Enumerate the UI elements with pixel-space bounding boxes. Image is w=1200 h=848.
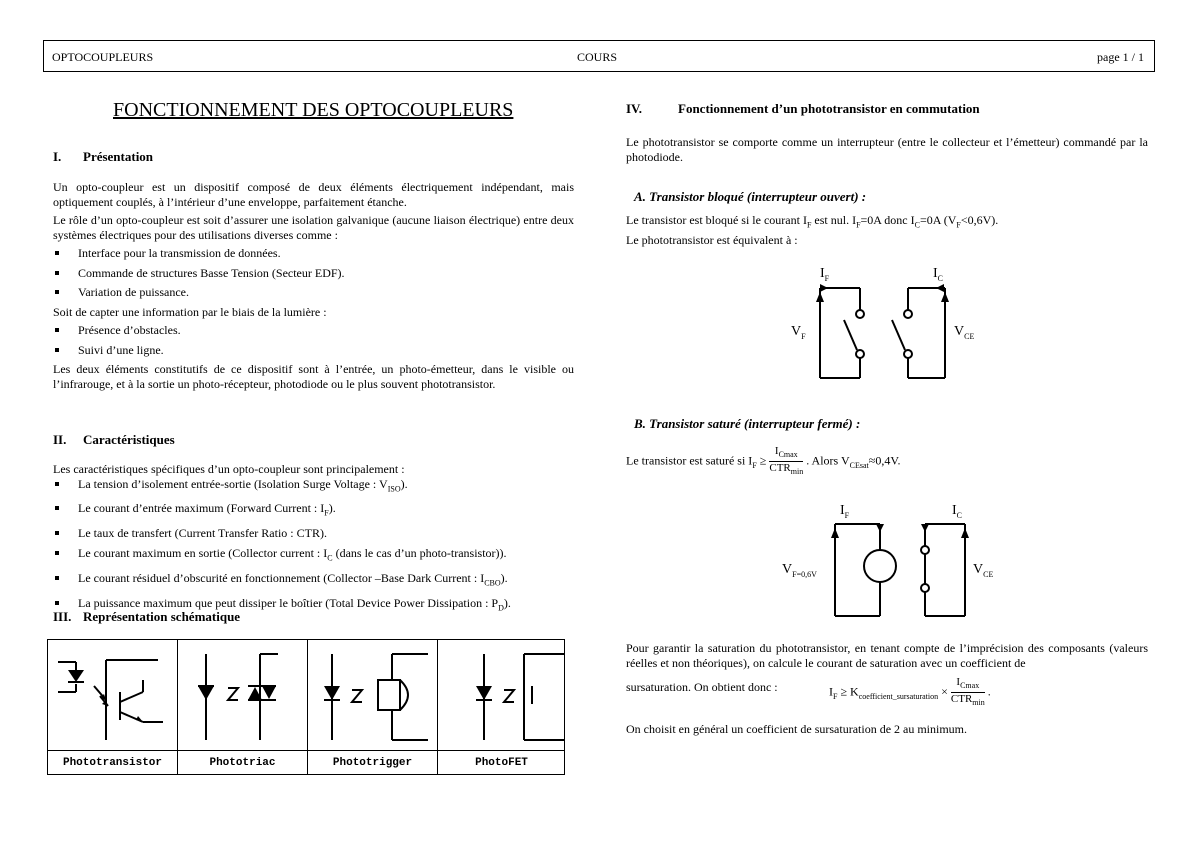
saturation-formula: $I_F \ge K_{coefficient\_sursaturation}$ × $\frac{I_{Cmax}}{CTR_{min}}$ . xyxy=(829,676,991,708)
bullet-list xyxy=(53,323,574,357)
label-vf-06: $V_{F=0,6V}$ xyxy=(782,562,817,579)
schematic-photofet xyxy=(438,640,565,775)
paragraph: Le phototransistor se comporte comme un interrupteur (entre le collecteur et l’émetteur) commandé par la photodiode. xyxy=(626,135,1148,164)
list-item: Le courant résiduel d’obscurité en fonctionnement (Collector –Base Dark Current : $I_{CBO}$). xyxy=(53,571,574,591)
list-item: Commande de structures Basse Tension (Secteur EDF). xyxy=(53,266,574,281)
photofet-symbol-icon xyxy=(438,640,565,750)
list-item: Interface pour la transmission de données. xyxy=(53,246,574,261)
label-ic: $I_C$ xyxy=(933,266,944,283)
label-ic: $I_C$ xyxy=(952,503,963,520)
list-item: Variation de puissance. xyxy=(53,285,574,300)
subsection-a-body xyxy=(626,213,1148,247)
phototrigger-symbol-icon xyxy=(308,640,437,750)
circuit-open-switch-diagram xyxy=(780,262,1020,382)
paragraph: Le rôle d’un opto-coupleur est soit d’assurer une isolation galvanique (aucune liaison électrique) entre deux systèmes électriques pour des utilisations diverses comme : xyxy=(53,213,574,242)
phototriac-symbol-icon xyxy=(178,640,307,750)
page-title: FONCTIONNEMENT DES OPTOCOUPLEURS xyxy=(113,99,514,121)
subsection-a-heading: A. Transistor bloqué (interrupteur ouvert) : xyxy=(634,189,867,204)
phototrigger-caption: Phototrigger xyxy=(308,750,437,775)
section-1-heading xyxy=(53,149,153,165)
paragraph: On choisit en général un coefficient de sursaturation de 2 au minimum. xyxy=(626,722,968,736)
schematic-table xyxy=(47,639,565,775)
photofet-caption: PhotoFET xyxy=(438,750,565,775)
saturation-formula-line: sursaturation. On obtient donc : $I_F \ge K_{coefficient\_sursaturation}$ × $\frac{I_{Cmax}}{CTR_{min}}$ . xyxy=(626,676,991,708)
label-if: $I_F$ xyxy=(840,503,850,520)
saturation-paragraph xyxy=(626,641,1148,737)
phototransistor-caption: Phototransistor xyxy=(48,750,177,775)
phototransistor-symbol-icon xyxy=(48,640,177,750)
header-right: page 1 / 1 xyxy=(1097,50,1144,64)
page-header xyxy=(43,40,1155,72)
paragraph: Le phototransistor est équivalent à : xyxy=(626,232,798,247)
section-4-intro xyxy=(626,135,1148,164)
bullet-list xyxy=(53,477,574,616)
paragraph: Le transistor est bloqué si le courant $I_F$ est nul. $I_F=0A$ donc $I_C=0A$ $(V_F<0,6V)$. xyxy=(626,213,999,230)
subsection-b-body: Le transistor est saturé si $I_F$ ≥ $\frac{I_{Cmax}}{CTR_{min}}$ . Alors $V_{CEsat}\approx 0,4V$. xyxy=(626,445,901,477)
section-number: I. xyxy=(53,149,62,164)
section-title: Caractéristiques xyxy=(83,432,175,447)
section-4-heading xyxy=(626,101,980,117)
section-number: II. xyxy=(53,432,67,447)
header-center: COURS xyxy=(577,50,618,64)
header-left: OPTOCOUPLEURS xyxy=(52,50,154,64)
label-vce: $V_{CE}$ xyxy=(973,562,994,579)
bullet-list xyxy=(53,246,574,300)
list-item: Le courant maximum en sortie (Collector current : $I_C$ (dans le cas d’un photo-transistor)). xyxy=(53,546,574,566)
schematic-phototriac xyxy=(178,640,308,775)
phototriac-caption: Phototriac xyxy=(178,750,307,775)
section-2-heading xyxy=(53,432,175,448)
label-vf: $V_F$ xyxy=(791,324,806,341)
list-item: Le courant d’entrée maximum (Forward Current : $I_F$). xyxy=(53,501,574,521)
list-item: Le taux de transfert (Current Transfer Ratio : CTR). xyxy=(53,526,574,541)
section-title: Présentation xyxy=(83,149,154,164)
section-2-body xyxy=(53,462,574,620)
label-if: $I_F$ xyxy=(820,266,830,283)
subsection-b-heading: B. Transistor saturé (interrupteur fermé) : xyxy=(634,416,861,431)
paragraph: Soit de capter une information par le biais de la lumière : xyxy=(53,304,327,319)
section-1-body xyxy=(53,180,574,391)
ratio-fraction: $\frac{I_{Cmax}}{CTR_{min}}$ xyxy=(769,445,804,477)
paragraph: Pour garantir la saturation du phototransistor, en tenant compte de l’imprécision des composants (valeurs réelles et non théoriques), on calcule le courant de saturation avec un coefficient de xyxy=(626,641,1148,670)
section-3-heading xyxy=(53,609,240,625)
paragraph: Les caractéristiques spécifiques d’un opto-coupleur sont principalement : xyxy=(53,462,405,476)
section-number: III. xyxy=(53,609,72,624)
section-title: Fonctionnement d’un phototransistor en commutation xyxy=(678,101,980,116)
list-item: La puissance maximum que peut dissiper le boîtier (Total Device Power Dissipation : $P_D$). xyxy=(53,596,574,616)
list-item: Suivi d’une ligne. xyxy=(53,343,574,358)
list-item: La tension d’isolement entrée-sortie (Isolation Surge Voltage : $V_{ISO}$). xyxy=(53,477,574,497)
schematic-phototrigger xyxy=(308,640,438,775)
paragraph: Les deux éléments constitutifs de ce dispositif sont à l’entrée, un photo-émetteur, dans le visible ou l’infrarouge, et à la sortie un photo-récepteur, photodiode ou le plus souvent phototransistor. xyxy=(53,362,574,391)
list-item: Présence d’obstacles. xyxy=(53,323,574,338)
section-title: Représentation schématique xyxy=(83,609,241,624)
schematic-phototransistor xyxy=(48,640,178,775)
paragraph: Un opto-coupleur est un dispositif composé de deux éléments électriquement indépendant, mais optiquement couplés, à l’intérieur d’une enveloppe, parfaitement étanche. xyxy=(53,180,574,209)
section-number: IV. xyxy=(626,101,643,116)
circuit-closed-switch-diagram xyxy=(820,510,990,620)
label-vce: $V_{CE}$ xyxy=(954,324,975,341)
